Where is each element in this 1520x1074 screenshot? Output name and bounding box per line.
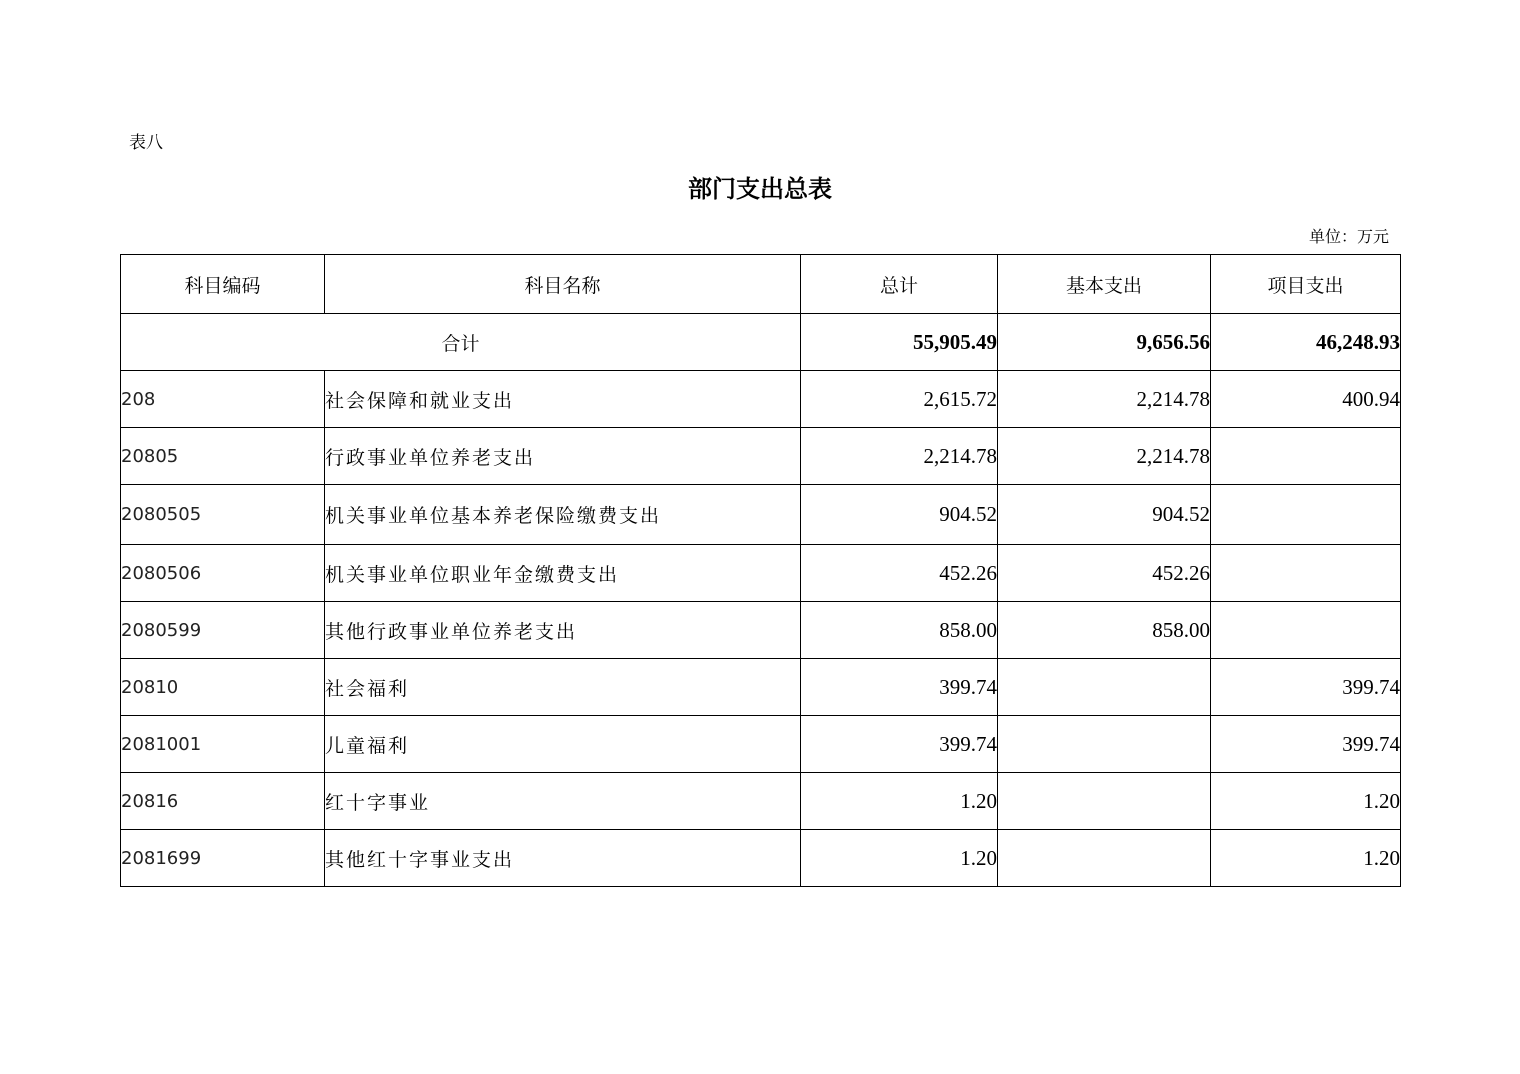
table-row — [121, 716, 1401, 773]
row-basic: 2,214.78 — [998, 428, 1211, 485]
row-code: 2081001 — [121, 716, 325, 773]
table-row — [121, 773, 1401, 830]
row-total: 858.00 — [801, 602, 998, 659]
row-name: 红十字事业 — [325, 773, 801, 830]
total-project: 46,248.93 — [1211, 314, 1401, 371]
document-title: 部门支出总表 — [688, 174, 832, 203]
row-code: 20810 — [121, 659, 325, 716]
row-name: 社会保障和就业支出 — [325, 371, 801, 428]
row-project — [1211, 428, 1401, 485]
row-name: 行政事业单位养老支出 — [325, 428, 801, 485]
row-name: 机关事业单位基本养老保险缴费支出 — [325, 485, 801, 545]
row-name: 其他行政事业单位养老支出 — [325, 602, 801, 659]
total-row — [121, 314, 1401, 371]
row-project — [1211, 545, 1401, 602]
header-project: 项目支出 — [1211, 255, 1401, 314]
table-row — [121, 830, 1401, 887]
row-total: 1.20 — [801, 830, 998, 887]
unit-label: 单位：万元 — [1308, 227, 1389, 246]
row-code: 208 — [121, 371, 325, 428]
header-basic: 基本支出 — [998, 255, 1211, 314]
row-name: 社会福利 — [325, 659, 801, 716]
header-code: 科目编码 — [121, 255, 325, 314]
row-project: 1.20 — [1211, 773, 1401, 830]
row-total: 452.26 — [801, 545, 998, 602]
header-total: 总计 — [801, 255, 998, 314]
row-project: 399.74 — [1211, 659, 1401, 716]
row-total: 2,615.72 — [801, 371, 998, 428]
row-project — [1211, 485, 1401, 545]
row-total: 2,214.78 — [801, 428, 998, 485]
total-basic: 9,656.56 — [998, 314, 1211, 371]
row-project: 399.74 — [1211, 716, 1401, 773]
row-basic — [998, 716, 1211, 773]
row-code: 2080506 — [121, 545, 325, 602]
table-row — [121, 371, 1401, 428]
row-code: 2080505 — [121, 485, 325, 545]
row-project: 400.94 — [1211, 371, 1401, 428]
table-row — [121, 545, 1401, 602]
row-code: 20805 — [121, 428, 325, 485]
row-total: 399.74 — [801, 716, 998, 773]
expenditure-table — [120, 254, 1401, 887]
row-project: 1.20 — [1211, 830, 1401, 887]
table-number: 表八 — [129, 133, 163, 153]
row-code: 20816 — [121, 773, 325, 830]
table-row — [121, 602, 1401, 659]
row-name: 其他红十字事业支出 — [325, 830, 801, 887]
row-total: 1.20 — [801, 773, 998, 830]
row-basic: 452.26 — [998, 545, 1211, 602]
row-code: 2081699 — [121, 830, 325, 887]
row-project — [1211, 602, 1401, 659]
header-row — [121, 255, 1401, 314]
total-label: 合计 — [121, 314, 801, 371]
row-basic — [998, 659, 1211, 716]
table-row — [121, 659, 1401, 716]
row-total: 399.74 — [801, 659, 998, 716]
row-basic: 904.52 — [998, 485, 1211, 545]
row-basic: 858.00 — [998, 602, 1211, 659]
row-code: 2080599 — [121, 602, 325, 659]
row-total: 904.52 — [801, 485, 998, 545]
row-basic: 2,214.78 — [998, 371, 1211, 428]
header-name: 科目名称 — [325, 255, 801, 314]
row-basic — [998, 773, 1211, 830]
table-row — [121, 428, 1401, 485]
table-row — [121, 485, 1401, 545]
row-name: 儿童福利 — [325, 716, 801, 773]
row-basic — [998, 830, 1211, 887]
row-name: 机关事业单位职业年金缴费支出 — [325, 545, 801, 602]
total-total: 55,905.49 — [801, 314, 998, 371]
